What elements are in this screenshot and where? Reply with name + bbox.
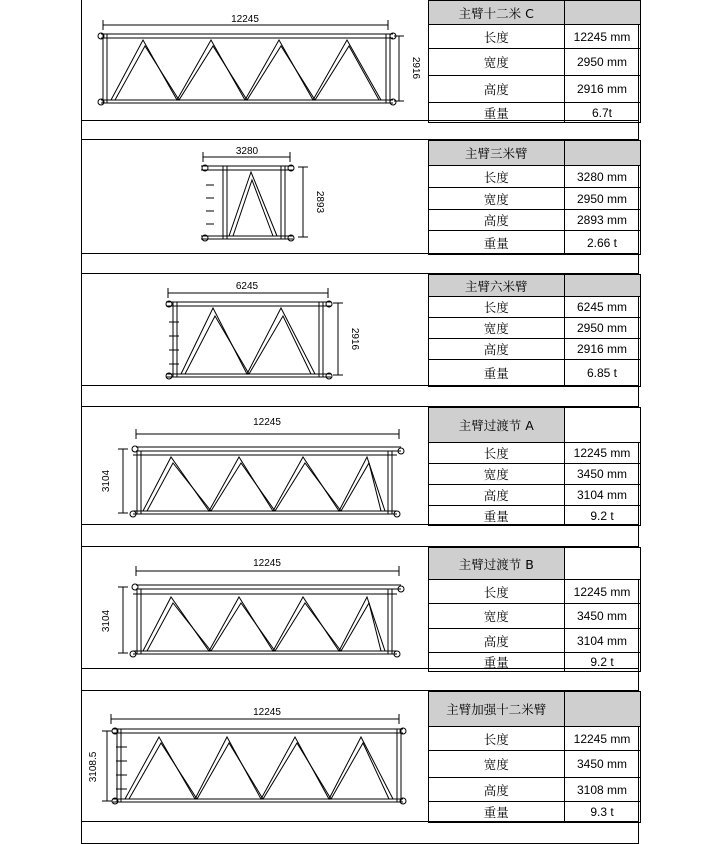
boom-drawing-3 [81, 274, 428, 386]
spec-value: 9.2 t [564, 506, 640, 526]
section-name-6: 主臂加强十二米臂 [429, 692, 564, 727]
spec-label: 宽度 [429, 318, 564, 339]
spec-value: 6.7t [564, 103, 640, 123]
spec-value: 12245 mm [564, 580, 640, 604]
truss-diagram-2 [81, 140, 428, 254]
dim-length-4: 12245 [253, 417, 281, 428]
spec-value: 3104 mm [564, 629, 640, 653]
spec-table-3 [428, 274, 640, 387]
spec-label: 长度 [429, 580, 564, 604]
spec-label: 长度 [429, 25, 564, 49]
spec-value: 3450 mm [564, 604, 640, 629]
boom-drawing-6 [81, 691, 428, 822]
dim-length-1: 12245 [231, 14, 259, 25]
truss-diagram-4 [81, 407, 428, 525]
dim-length-2: 3280 [235, 146, 259, 157]
section-gap [81, 385, 639, 407]
spec-label: 高度 [429, 778, 564, 802]
dim-length-6: 12245 [253, 707, 281, 718]
section-name-4: 主臂过渡节 A [429, 408, 564, 443]
spec-label: 重量 [429, 653, 564, 672]
spec-value: 6245 mm [564, 297, 640, 318]
spec-value: 3450 mm [564, 464, 640, 485]
spec-table-2 [428, 140, 640, 255]
truss-diagram-6 [81, 691, 428, 822]
spec-label: 宽度 [429, 751, 564, 778]
boom-drawing-2 [81, 140, 428, 254]
spec-value: 12245 mm [564, 443, 640, 464]
spec-value: 12245 mm [564, 25, 640, 49]
dim-height-1: 2916 [410, 56, 421, 80]
spec-label: 宽度 [429, 464, 564, 485]
boom-section-1 [81, 0, 639, 120]
spec-label: 长度 [429, 297, 564, 318]
dim-height-2: 2893 [314, 190, 325, 214]
spec-label: 重量 [429, 360, 564, 387]
spec-label: 宽度 [429, 49, 564, 76]
spec-label: 重量 [429, 802, 564, 823]
spec-label: 宽度 [429, 604, 564, 629]
spec-value: 2.66 t [564, 231, 640, 255]
truss-diagram-3 [81, 274, 428, 386]
spec-value: 2893 mm [564, 210, 640, 231]
dim-height-5: 3104 [101, 609, 112, 633]
spec-label: 长度 [429, 727, 564, 751]
spec-value: 2950 mm [564, 49, 640, 76]
spec-label: 宽度 [429, 188, 564, 210]
spec-label: 高度 [429, 210, 564, 231]
boom-section-3 [81, 273, 639, 386]
spec-label: 高度 [429, 485, 564, 506]
section-name-3: 主臂六米臂 [429, 275, 564, 297]
spec-label: 重量 [429, 231, 564, 255]
dim-height-6: 3108.5 [88, 751, 99, 783]
boom-section-2 [81, 139, 639, 254]
section-gap [81, 668, 639, 691]
spec-value: 3450 mm [564, 751, 640, 778]
spec-value: 3280 mm [564, 166, 640, 188]
spec-table-5 [428, 547, 640, 672]
section-gap [81, 120, 639, 140]
spec-value: 3104 mm [564, 485, 640, 506]
spec-label: 高度 [429, 339, 564, 360]
section-name-5: 主臂过渡节 B [429, 548, 564, 580]
truss-diagram-5 [81, 547, 428, 669]
section-name-1: 主臂十二米 C [429, 1, 564, 25]
spec-label: 高度 [429, 76, 564, 103]
section-gap [81, 253, 639, 274]
boom-drawing-4 [81, 407, 428, 525]
spec-value: 2950 mm [564, 188, 640, 210]
section-gap [81, 524, 639, 547]
boom-drawing-5 [81, 547, 428, 669]
spec-label: 重量 [429, 506, 564, 526]
section-gap [81, 821, 639, 844]
truss-diagram-1 [81, 0, 428, 120]
spec-table-4 [428, 407, 640, 526]
spec-value: 2916 mm [564, 339, 640, 360]
spec-label: 高度 [429, 629, 564, 653]
spec-label: 长度 [429, 443, 564, 464]
spec-label: 重量 [429, 103, 564, 123]
spec-table-1 [428, 0, 640, 123]
dim-length-5: 12245 [253, 558, 281, 569]
dim-length-3: 6245 [235, 281, 259, 292]
spec-value: 12245 mm [564, 727, 640, 751]
spec-label: 长度 [429, 166, 564, 188]
spec-table-6 [428, 691, 640, 823]
boom-section-4 [81, 406, 639, 525]
boom-section-6 [81, 690, 639, 822]
section-name-2: 主臂三米臂 [429, 141, 564, 166]
boom-section-5 [81, 546, 639, 669]
spec-value: 9.3 t [564, 802, 640, 823]
boom-drawing-1 [81, 0, 428, 120]
spec-value: 3108 mm [564, 778, 640, 802]
dim-height-4: 3104 [101, 469, 112, 493]
spec-value: 2916 mm [564, 76, 640, 103]
spec-value: 6.85 t [564, 360, 640, 387]
spec-value: 9.2 t [564, 653, 640, 672]
spec-value: 2950 mm [564, 318, 640, 339]
dim-height-3: 2916 [349, 327, 360, 351]
